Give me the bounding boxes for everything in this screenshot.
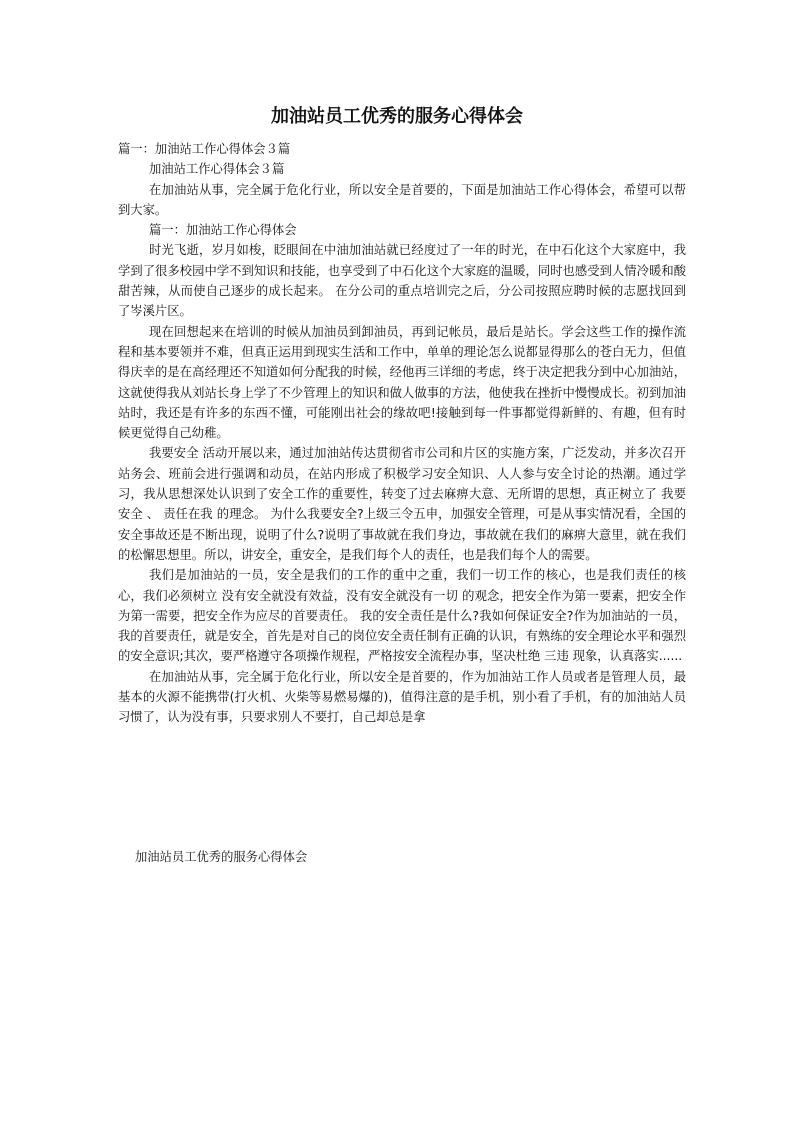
body-paragraph-training: 现在回想起来在培训的时候从加油员到卸油员，再到记帐员，最后是站长。学会这些工作的操作流程和基本要领并不难，但真正运用到现实生活和工作中，单单的理论怎么说都显得那么的苍白无力，但值得庆幸的是在高经理还不知道如何分配我的时候，经他再三详细的考虑，终于决定把我分到中心加油站，这就使得我从刘站长身上学了不少管理上的知识和做人做事的方法，他使我在挫折中慢慢成长。初到加油站时，我还是有许多的东西不懂，可能刚出社会的缘故吧!接触到每一件事都觉得新鲜的、有趣，但有时候更觉得自己幼稚。 bbox=[118, 324, 686, 441]
footer-document-title: 加油站员工优秀的服务心得体会 bbox=[135, 850, 308, 864]
document-body bbox=[118, 139, 686, 728]
body-paragraph-fire-source: 在加油站从事，完全属于危化行业，所以安全是首要的，作为加油站工作人员或者是管理人员，最基本的火源不能携带(打火机、火柴等易燃易爆的)，值得注意的是手机，别小看了手机，有的加油站人员习惯了，认为没有事，只要求别人不要打，自己却总是拿 bbox=[118, 669, 686, 725]
intro-paragraph: 在加油站从事，完全属于危化行业，所以安全是首要的，下面是加油站工作心得体会，希望可以帮到大家。 bbox=[118, 182, 686, 217]
body-paragraph-safety-responsibility: 我们是加油站的一员，安全是我们的工作的重中之重，我们一切工作的核心，也是我们责任的核心，我们必须树立 没有安全就没有效益，没有安全就没有一切 的观念，把安全作为第一要素，把安全作为第一需要，把安全作为应尽的首要责任。 我的安全责任是什么?我如何保证安全?作为加油站的一员，我的首要责任，就是安全，首先是对自己的岗位安全责任制有正确的认识，有熟练的安全理论水平和强烈的安全意识;其次，要严格遵守各项操作规程，严格按安全流程办事，坚决杜绝 三违 现象，认真落实...... bbox=[118, 568, 686, 664]
section-heading-part-one: 篇一：加油站工作心得体会 bbox=[149, 223, 297, 238]
body-paragraph-safety-activity: 我要安全 活动开展以来，通过加油站传达贯彻省市公司和片区的实施方案，广泛发动，并多次召开站务会、班前会进行强调和动员，在站内形成了积极学习安全知识、人人参与安全讨论的热潮。通过学习，我从思想深处认识到了安全工作的重要性，转变了过去麻痹大意、无所谓的思想，真正树立了 我要安全 、 责任在我 的理念。 为什么我要安全?上级三令五申，加强安全管理，可是从事实情况看，全国的安全事故还是不断出现，说明了什么?说明了事故就在我们身边，事故就在我们的麻痹大意里，就在我们的松懈思想里。所以，讲安全，重安全，是我们每个人的责任，也是我们每个人的需要。 bbox=[118, 446, 686, 562]
subheading-collection: 加油站工作心得体会３篇 bbox=[149, 162, 285, 177]
section-heading-main: 篇一：加油站工作心得体会３篇 bbox=[118, 142, 291, 156]
body-paragraph-time: 时光飞逝，岁月如梭，眨眼间在中油加油站就已经度过了一年的时光，在中石化这个大家庭中，我学到了很多校园中学不到知识和技能，也享受到了中石化这个大家庭的温暖，同时也感受到人情冷暖和酸甜苦辣，从而使自己逐步的成长起来。 在分公司的重点培训完之后，分公司按照应聘时候的志愿找回到了岑溪片区。 bbox=[118, 243, 686, 319]
document-title: 加油站员工优秀的服务心得体会 bbox=[271, 106, 523, 127]
